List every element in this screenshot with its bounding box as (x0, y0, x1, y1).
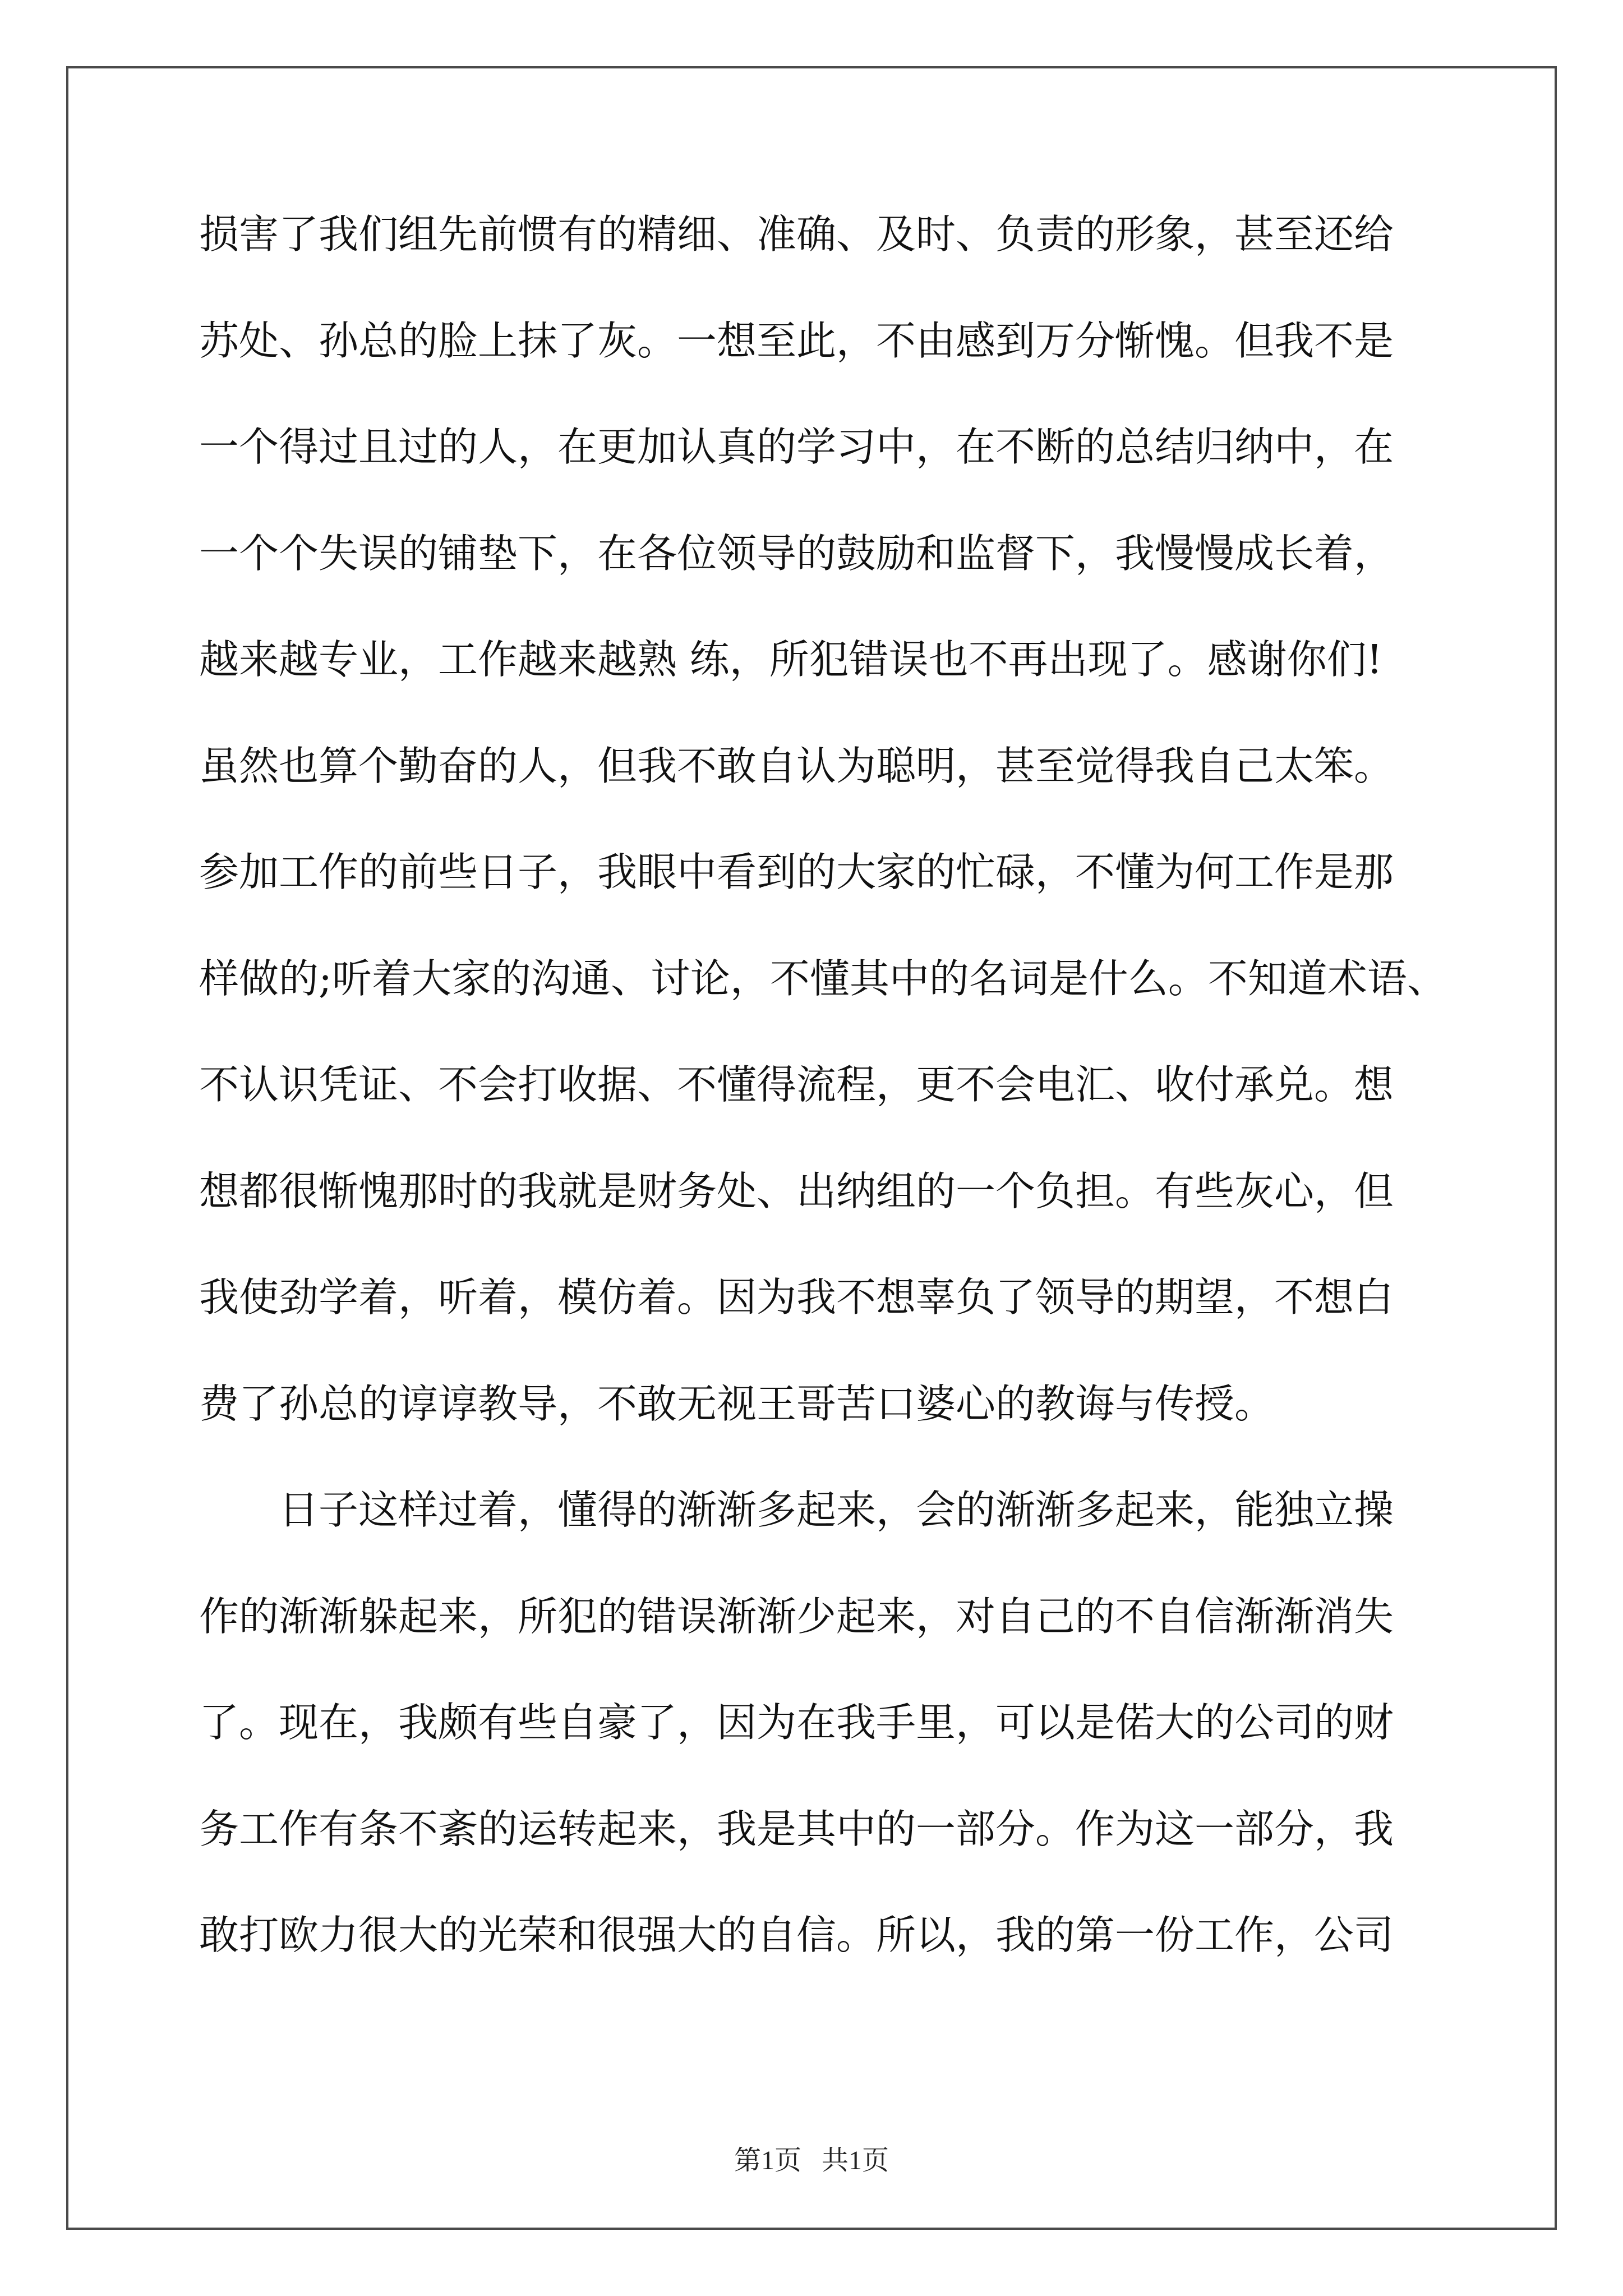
text-line: 样做的;听着大家的沟通、讨论，不懂其中的名词是什么。不知道术语、 (199, 955, 1447, 1002)
text-line: 参加工作的前些日子，我眼中看到的大家的忙碌，不懂为何工作是那 (199, 849, 1394, 895)
text-line: 虽然也算个勤奋的人，但我不敢自认为聪明，甚至觉得我自己太笨。 (199, 742, 1394, 789)
text-line: 不认识凭证、不会打收据、不懂得流程，更不会电汇、收付承兑。想 (199, 1061, 1394, 1108)
text-line: 想都很惭愧那时的我就是财务处、出纳组的一个负担。有些灰心，但 (199, 1167, 1394, 1214)
text-line: 一个个失误的铺垫下，在各位领导的鼓励和监督下，我慢慢成长着， (199, 530, 1394, 577)
text-line: 越来越专业，工作越来越熟 练，所犯错误也不再出现了。感谢你们! (199, 636, 1383, 683)
text-line: 一个得过且过的人，在更加认真的学习中，在不断的总结归纳中，在 (199, 424, 1394, 470)
body-text (199, 211, 1447, 2019)
text-line: 了。现在，我颇有些自豪了，因为在我手里，可以是偌大的公司的财 (199, 1699, 1394, 1746)
text-line: 损害了我们组先前惯有的精细、准确、及时、负责的形象，甚至还给 (199, 211, 1394, 257)
text-line: 作的渐渐躲起来，所犯的错误渐渐少起来，对自己的不自信渐渐消失 (199, 1593, 1394, 1640)
text-line: 务工作有条不紊的运转起来，我是其中的一部分。作为这一部分，我 (199, 1805, 1394, 1852)
page-footer: 第1页 共1页 (734, 2146, 889, 2175)
text-line: 我使劲学着，听着，模仿着。因为我不想辜负了领导的期望，不想白 (199, 1274, 1394, 1320)
paragraph-start-line: 日子这样过着，懂得的渐渐多起来，会的渐渐多起来，能独立操 (279, 1487, 1394, 1533)
text-line: 费了孙总的谆谆教导，不敢无视王哥苦口婆心的教诲与传授。 (199, 1380, 1275, 1427)
text-line: 敢打欧力很大的光荣和很强大的自信。所以，我的第一份工作，公司 (199, 1912, 1394, 1958)
text-line: 苏处、孙总的脸上抹了灰。一想至此，不由感到万分惭愧。但我不是 (199, 317, 1394, 364)
